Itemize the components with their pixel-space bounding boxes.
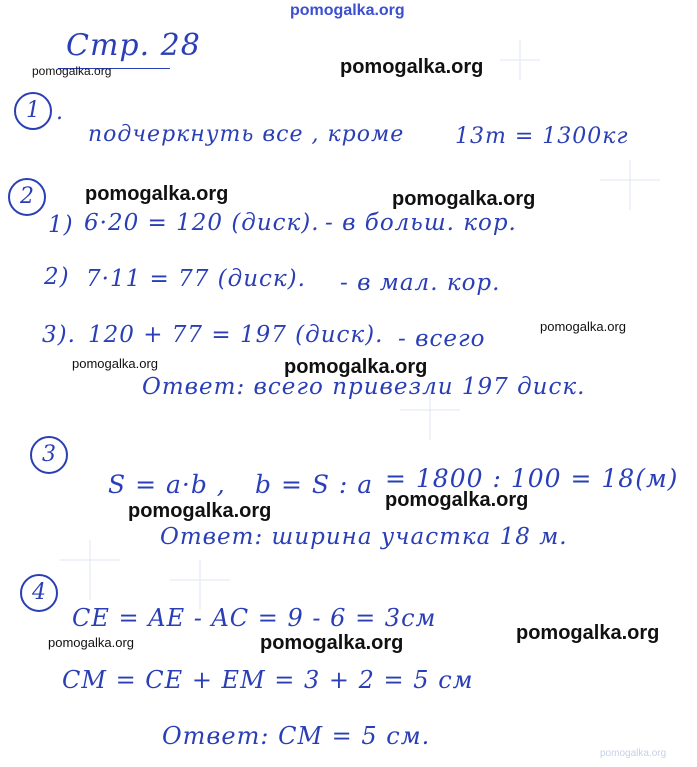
watermark: pomogalka.org: [32, 64, 112, 78]
watermark: pomogalka.org: [85, 183, 229, 205]
task-2-note-1: - в больш. кор.: [325, 210, 517, 236]
task-2-label-1: 1): [48, 212, 74, 238]
watermark: pomogalka.org: [260, 632, 404, 654]
watermark: pomogalka.org: [540, 319, 626, 334]
page-title: Стр. 28: [66, 28, 201, 63]
task-number-4: 4: [20, 574, 58, 612]
watermark: pomogalka.org: [72, 356, 158, 371]
watermark: pomogalka.org: [516, 622, 660, 644]
watermark: pomogalka.org: [284, 356, 428, 378]
task-number-1: 1: [14, 92, 52, 130]
task-2-expr-1: 6·20 = 120 (диск).: [84, 210, 320, 236]
task-2-label-2: 2): [44, 264, 70, 290]
task-3-formula-2: b = S : a: [255, 470, 374, 499]
task-1-dot: .: [56, 100, 64, 125]
watermark: pomogalka.org: [600, 748, 667, 759]
task-2-note-3: - всего: [398, 326, 486, 352]
task-2-note-2: - в мал. кор.: [340, 270, 501, 296]
task-2-expr-2: 7·11 = 77 (диск).: [86, 266, 306, 292]
task-3-formula: S = a·b ,: [108, 470, 226, 499]
task-4-line-1: CE = AE - AC = 9 - 6 = 3см: [72, 604, 437, 632]
task-1-equation: 13т = 1300кг: [455, 124, 629, 149]
task-number-2: 2: [8, 178, 46, 216]
site-watermark-top: pomogalka.org: [290, 2, 405, 19]
watermark: pomogalka.org: [340, 56, 484, 78]
task-4-line-2: CM = CE + EM = 3 + 2 = 5 см: [62, 666, 474, 694]
watermark: pomogalka.org: [128, 500, 272, 522]
watermark: pomogalka.org: [385, 489, 529, 511]
task-2-expr-3: 120 + 77 = 197 (диск).: [88, 322, 384, 348]
watermark: pomogalka.org: [392, 188, 536, 210]
task-3-answer: Ответ: ширина участка 18 м.: [160, 524, 568, 550]
task-4-answer: Ответ: CM = 5 см.: [162, 722, 431, 750]
task-number-3: 3: [30, 436, 68, 474]
task-1-text: подчеркнуть все , кроме: [88, 122, 405, 147]
watermark: pomogalka.org: [48, 635, 134, 650]
task-2-label-3: 3).: [42, 322, 76, 348]
task-2-answer: Ответ: всего привезли 197 диск.: [142, 374, 586, 400]
task-3-calc: = 1800 : 100 = 18(м): [385, 464, 679, 493]
